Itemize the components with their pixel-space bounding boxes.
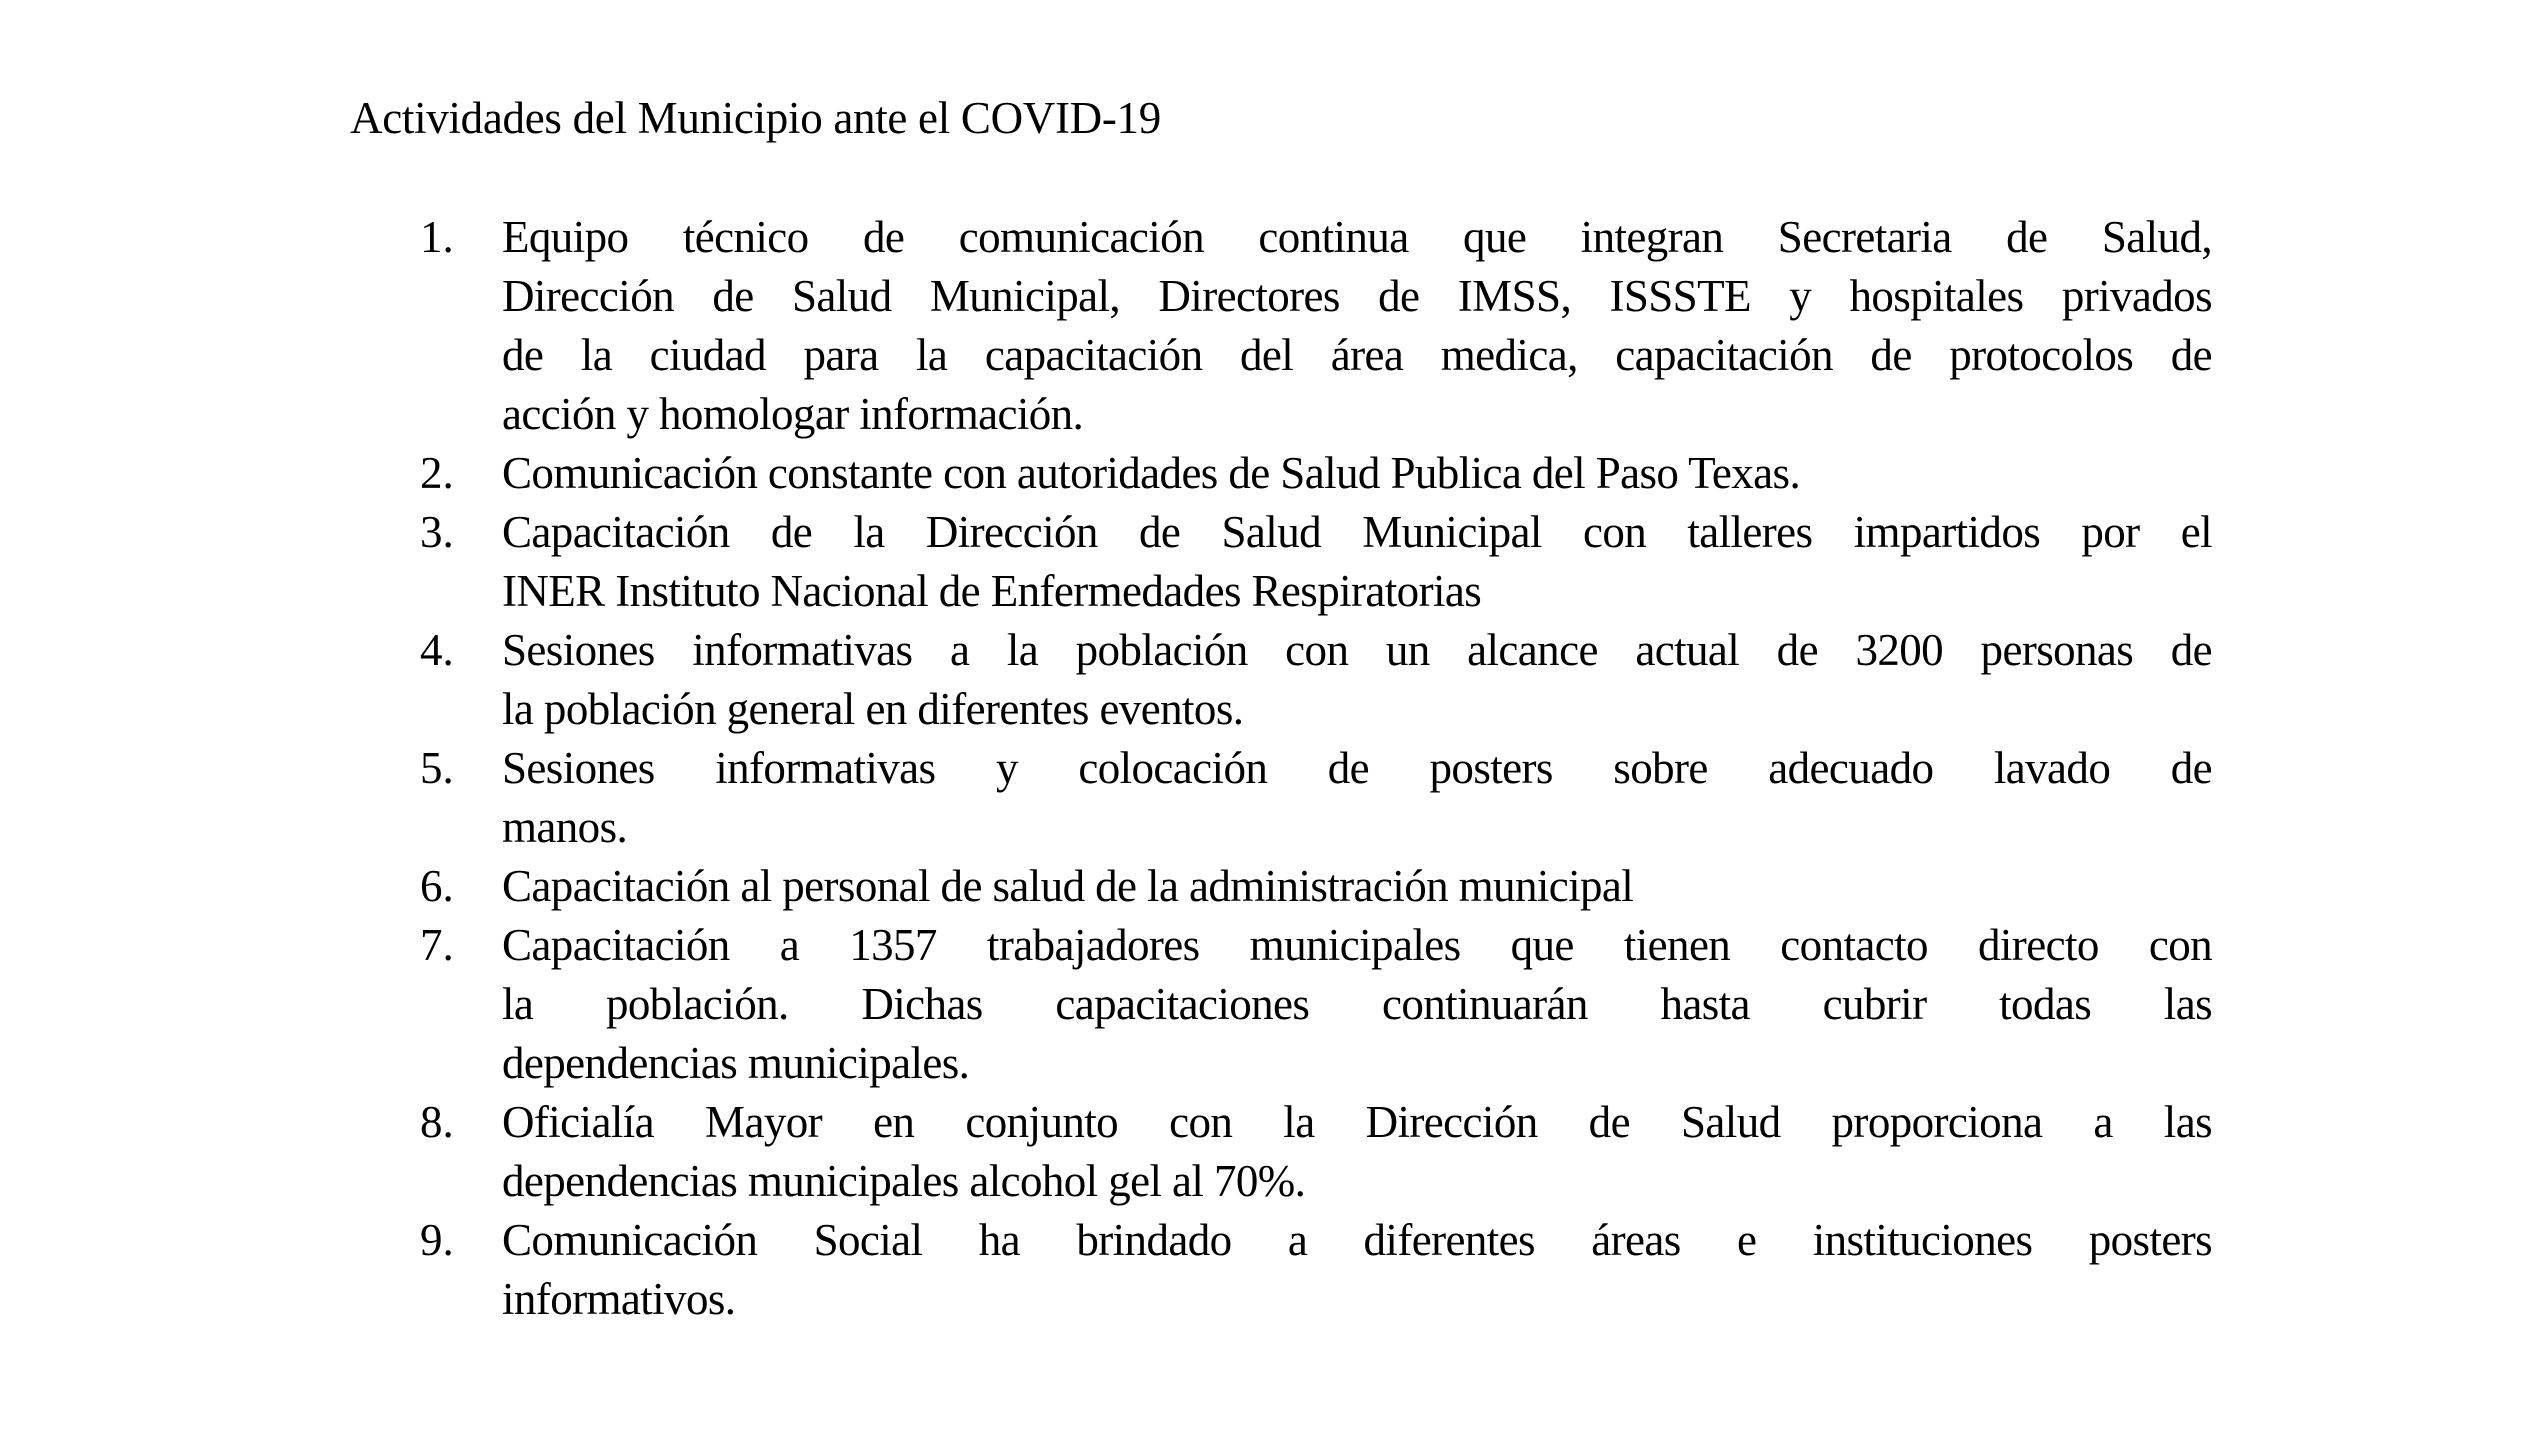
list-item-line: la población general en diferentes eventos. xyxy=(502,684,1244,734)
list-item xyxy=(420,208,2212,444)
list-item xyxy=(420,739,2212,857)
list-item-line: Dirección de Salud Municipal, Directores de IMSS, ISSSTE y hospitales privados xyxy=(502,271,2212,321)
list-item xyxy=(420,503,2212,621)
document-title: Actividades del Municipio ante el COVID-19 xyxy=(350,93,1161,143)
list-item xyxy=(420,1211,2212,1329)
list-item-number: 4. xyxy=(420,625,454,675)
list-item xyxy=(420,857,2212,916)
list-item xyxy=(420,916,2212,1093)
list-item-line: Capacitación al personal de salud de la administración municipal xyxy=(502,861,1634,911)
list-item-line: dependencias municipales alcohol gel al 70%. xyxy=(502,1156,1306,1206)
list-item-number: 8. xyxy=(420,1097,454,1147)
list-item xyxy=(420,621,2212,739)
list-item-line: acción y homologar información. xyxy=(502,389,1084,439)
list-item xyxy=(420,1093,2212,1211)
list-item-line: Capacitación de la Dirección de Salud Municipal con talleres impartidos por el xyxy=(502,507,2212,557)
list-item-line: INER Instituto Nacional de Enfermedades Respiratorias xyxy=(502,566,1482,616)
list-item-number: 5. xyxy=(420,743,454,793)
list-item-line: la población. Dichas capacitaciones continuarán hasta cubrir todas las xyxy=(502,979,2212,1029)
list-item-number: 9. xyxy=(420,1215,454,1265)
activities-list xyxy=(420,208,2212,1329)
list-item-line: Comunicación Social ha brindado a diferentes áreas e instituciones posters xyxy=(502,1215,2212,1265)
list-item-number: 3. xyxy=(420,507,454,557)
list-item-line: Sesiones informativas y colocación de posters sobre adecuado lavado de xyxy=(502,743,2212,793)
list-item xyxy=(420,444,2212,503)
list-item-line: manos. xyxy=(502,802,628,852)
list-item-number: 7. xyxy=(420,920,454,970)
list-item-number: 2. xyxy=(420,448,454,498)
list-item-number: 6. xyxy=(420,861,454,911)
list-item-number: 1. xyxy=(420,212,454,262)
list-item-line: dependencias municipales. xyxy=(502,1038,970,1088)
list-item-line: Sesiones informativas a la población con un alcance actual de 3200 personas de xyxy=(502,625,2212,675)
list-item-line: de la ciudad para la capacitación del área medica, capacitación de protocolos de xyxy=(502,330,2212,380)
list-item-line: Oficialía Mayor en conjunto con la Dirección de Salud proporciona a las xyxy=(502,1097,2212,1147)
list-item-line: Equipo técnico de comunicación continua que integran Secretaria de Salud, xyxy=(502,212,2212,262)
list-item-line: Comunicación constante con autoridades de Salud Publica del Paso Texas. xyxy=(502,448,1801,498)
list-item-line: informativos. xyxy=(502,1274,736,1324)
list-item-line: Capacitación a 1357 trabajadores municipales que tienen contacto directo con xyxy=(502,920,2212,970)
